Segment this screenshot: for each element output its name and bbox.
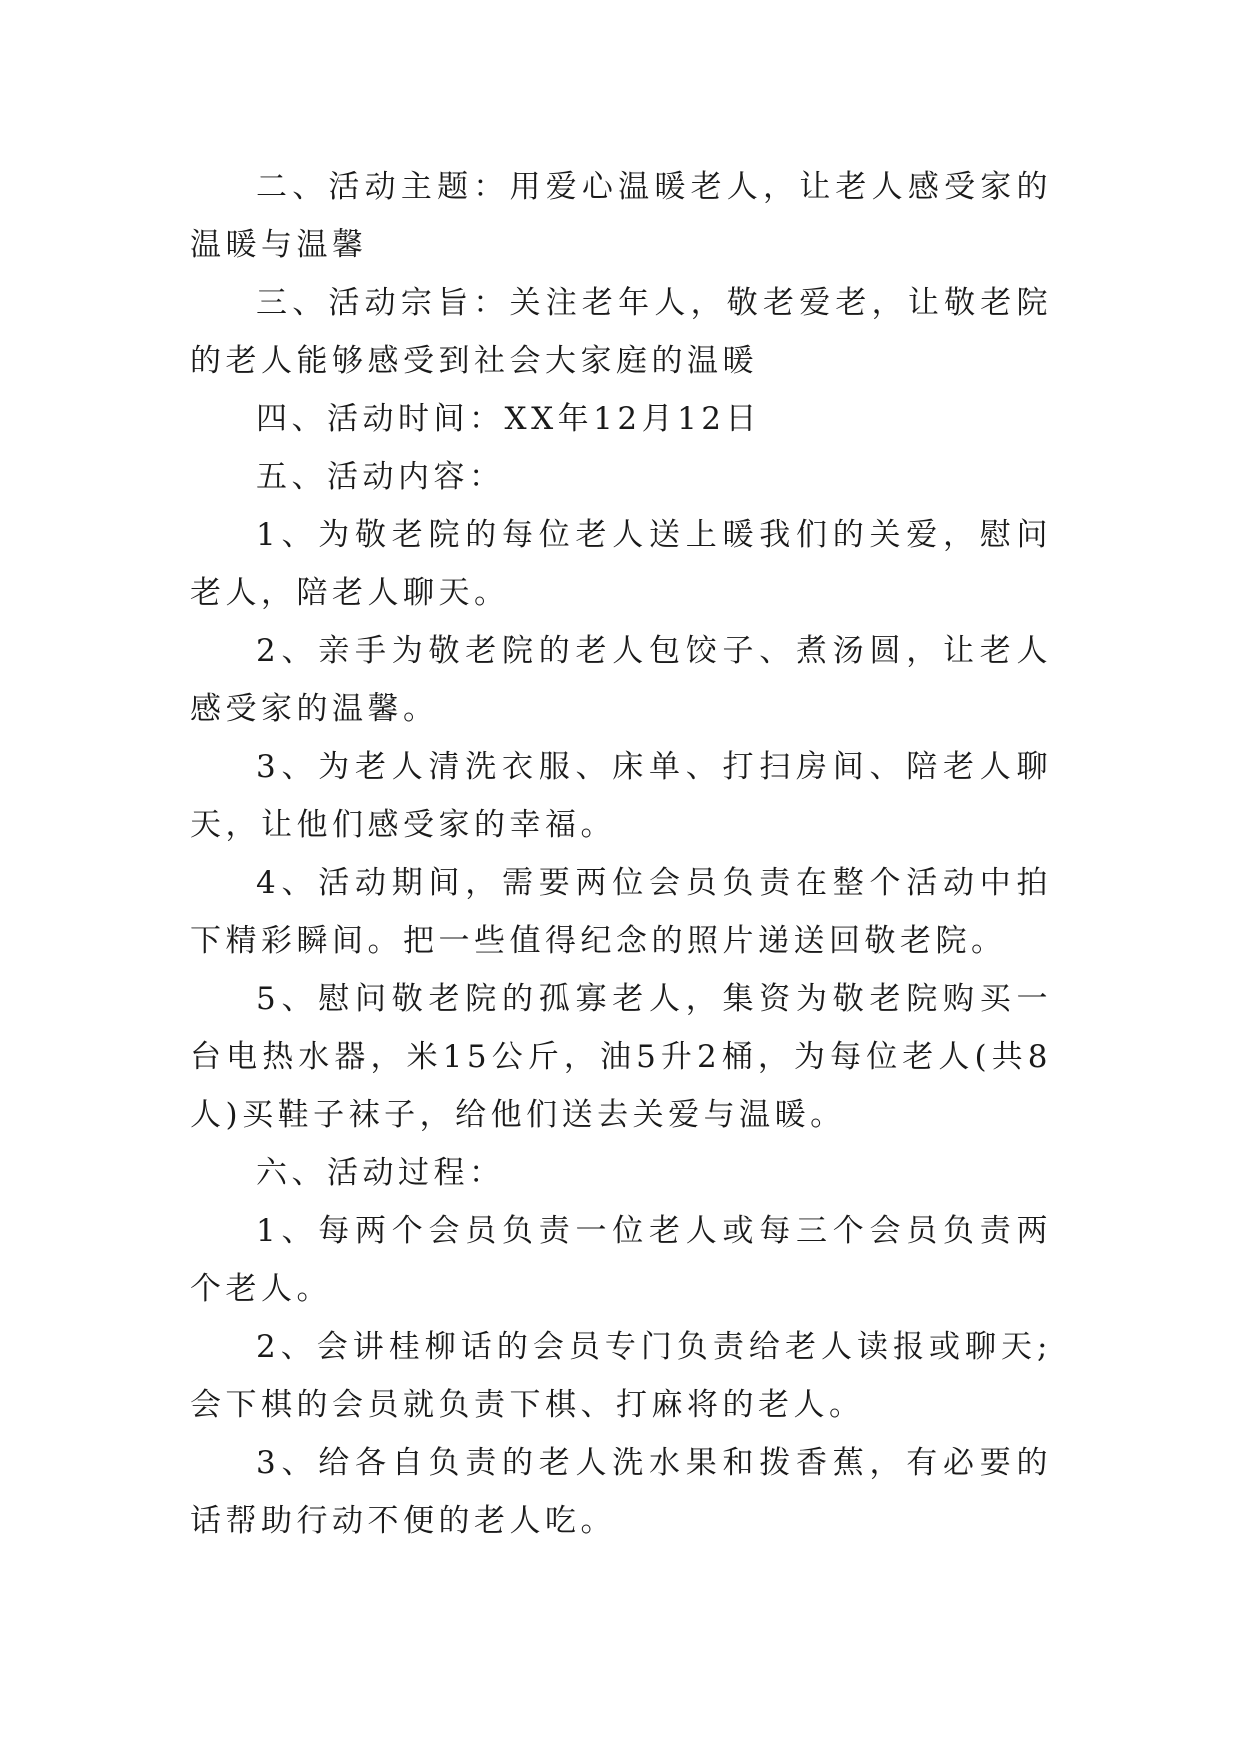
paragraph-purpose: 三、活动宗旨：关注老年人，敬老爱老，让敬老院的老人能够感受到社会大家庭的温暖 <box>190 285 1052 379</box>
heading-process: 六、活动过程： <box>256 1155 505 1191</box>
content-item-5: 5、慰问敬老院的孤寡老人，集资为敬老院购买一台电热水器，米15公斤，油5升2桶，为每位老人(共8人)买鞋子袜子，给他们送去关爱与温暖。 <box>190 981 1052 1133</box>
content-item-4: 4、活动期间，需要两位会员负责在整个活动中拍下精彩瞬间。把一些值得纪念的照片递送回敬老院。 <box>190 865 1052 959</box>
paragraph-theme: 二、活动主题：用爱心温暖老人，让老人感受家的温暖与温馨 <box>190 169 1052 263</box>
heading-content: 五、活动内容： <box>256 459 505 495</box>
paragraph-time: 四、活动时间：XX年12月12日 <box>256 401 762 437</box>
content-item-2: 2、亲手为敬老院的老人包饺子、煮汤圆，让老人感受家的温馨。 <box>190 633 1052 727</box>
content-item-1: 1、为敬老院的每位老人送上暖我们的关爱，慰问老人，陪老人聊天。 <box>190 517 1052 611</box>
document-body <box>190 158 1052 1550</box>
process-item-1: 1、每两个会员负责一位老人或每三个会员负责两个老人。 <box>190 1213 1052 1307</box>
process-item-2: 2、会讲桂柳话的会员专门负责给老人读报或聊天;会下棋的会员就负责下棋、打麻将的老人。 <box>190 1329 1052 1423</box>
content-item-3: 3、为老人清洗衣服、床单、打扫房间、陪老人聊天，让他们感受家的幸福。 <box>190 749 1052 843</box>
process-item-3: 3、给各自负责的老人洗水果和拨香蕉，有必要的话帮助行动不便的老人吃。 <box>190 1445 1052 1539</box>
